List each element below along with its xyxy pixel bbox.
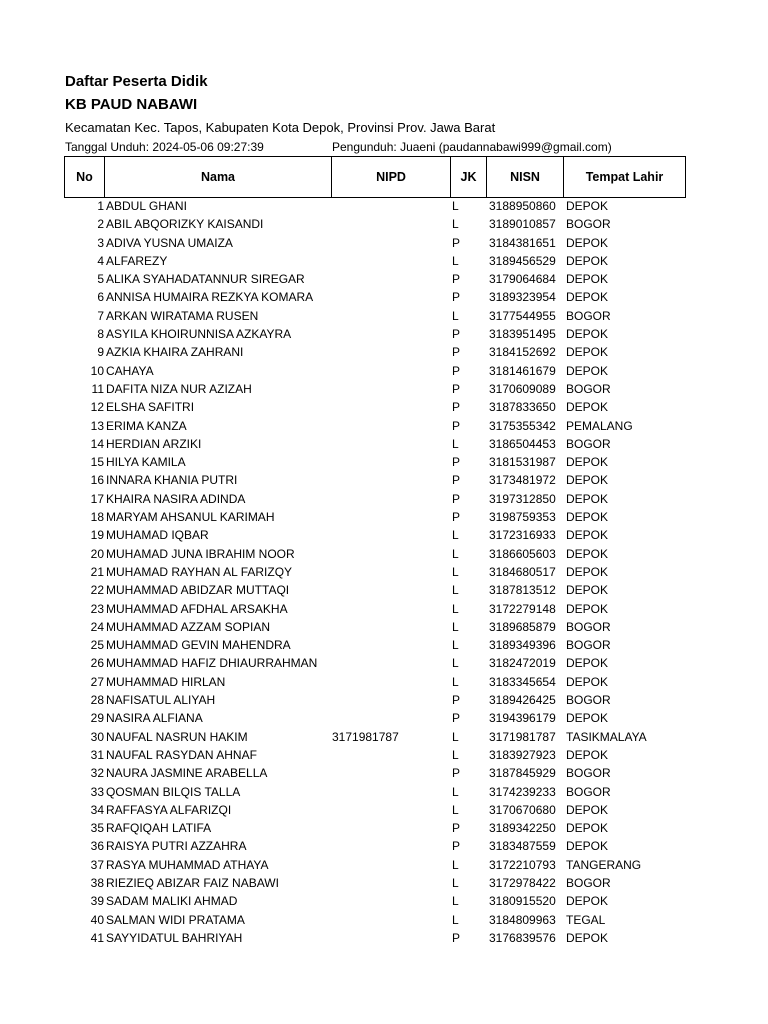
table-row (0, 398, 768, 416)
cell-nama: RIEZIEQ ABIZAR FAIZ NABAWI (106, 875, 279, 890)
cell-nisn: 3184680517 (489, 564, 556, 579)
cell-nama: KHAIRA NASIRA ADINDA (106, 491, 246, 506)
cell-jk: P (452, 693, 461, 708)
cell-tempat-lahir: DEPOK (566, 455, 609, 470)
cell-tempat-lahir: DEPOK (566, 528, 609, 543)
header-nama: Nama (105, 157, 332, 198)
cell-nama: ANNISA HUMAIRA REZKYA KOMARA (106, 290, 314, 305)
cell-tempat-lahir: TASIKMALAYA (566, 729, 647, 744)
cell-no: 8 (97, 327, 104, 342)
table-row (0, 307, 768, 325)
cell-jk: L (452, 308, 459, 323)
cell-nisn: 3170609089 (489, 381, 556, 396)
cell-tempat-lahir: DEPOK (566, 272, 609, 287)
cell-tempat-lahir: BOGOR (566, 766, 611, 781)
cell-nisn: 3180915520 (489, 894, 556, 909)
cell-no: 24 (90, 619, 104, 634)
cell-tempat-lahir: DEPOK (566, 491, 609, 506)
cell-jk: L (452, 217, 459, 232)
cell-nisn: 3188950860 (489, 199, 556, 213)
cell-tempat-lahir: DEPOK (566, 821, 609, 836)
cell-no: 13 (90, 418, 104, 433)
cell-nisn: 3176839576 (489, 930, 556, 945)
cell-nama: MUHAMAD RAYHAN AL FARIZQY (106, 564, 293, 579)
cell-tempat-lahir: DEPOK (566, 235, 609, 250)
cell-no: 15 (90, 455, 104, 470)
cell-nama: DAFITA NIZA NUR AZIZAH (106, 381, 252, 396)
cell-jk: P (452, 400, 461, 415)
cell-tempat-lahir: DEPOK (566, 290, 609, 305)
cell-jk: L (452, 619, 459, 634)
cell-tempat-lahir: BOGOR (566, 308, 611, 323)
cell-nisn: 3198759353 (489, 510, 556, 525)
cell-tempat-lahir: DEPOK (566, 564, 609, 579)
cell-no: 11 (91, 381, 104, 396)
header-nisn: NISN (487, 157, 564, 198)
cell-jk: L (452, 528, 459, 543)
cell-no: 16 (90, 473, 104, 488)
cell-nama: ABIL ABQORIZKY KAISANDI (106, 217, 264, 232)
cell-nama: MARYAM AHSANUL KARIMAH (106, 510, 275, 525)
cell-nama: MUHAMMAD AZZAM SOPIAN (106, 619, 271, 634)
table-row (0, 325, 768, 343)
table-row (0, 837, 768, 855)
cell-nisn: 3183927923 (489, 747, 556, 762)
cell-jk: L (452, 656, 459, 671)
cell-jk: P (452, 473, 461, 488)
cell-no: 25 (90, 638, 104, 653)
cell-tempat-lahir: DEPOK (566, 656, 609, 671)
cell-no: 41 (90, 930, 104, 945)
cell-tempat-lahir: DEPOK (566, 510, 609, 525)
cell-nama: RASYA MUHAMMAD ATHAYA (106, 857, 269, 872)
student-list (0, 197, 768, 947)
cell-no: 30 (90, 729, 104, 744)
cell-tempat-lahir: DEPOK (566, 802, 609, 817)
table-row (0, 874, 768, 892)
table-row (0, 362, 768, 380)
cell-nisn: 3175355342 (489, 418, 556, 433)
cell-jk: L (452, 583, 459, 598)
cell-no: 20 (90, 546, 104, 561)
cell-nama: QOSMAN BILQIS TALLA (106, 784, 241, 799)
cell-nama: AZKIA KHAIRA ZAHRANI (106, 345, 244, 360)
cell-tempat-lahir: DEPOK (566, 894, 609, 909)
cell-nisn: 3189342250 (489, 821, 556, 836)
table-row (0, 581, 768, 599)
cell-nama: MUHAMMAD GEVIN MAHENDRA (106, 638, 291, 653)
table-row (0, 270, 768, 288)
school-name: KB PAUD NABAWI (65, 96, 198, 113)
cell-tempat-lahir: DEPOK (566, 199, 609, 213)
cell-tempat-lahir: BOGOR (566, 875, 611, 890)
cell-nama: SADAM MALIKI AHMAD (106, 894, 238, 909)
cell-jk: L (452, 564, 459, 579)
table-row (0, 417, 768, 435)
table-row (0, 563, 768, 581)
cell-no: 38 (90, 875, 104, 890)
cell-jk: L (452, 601, 459, 616)
header-tempat-lahir: Tempat Lahir (564, 157, 686, 198)
cell-nisn: 3179064684 (489, 272, 556, 287)
cell-nisn: 3194396179 (489, 711, 556, 726)
cell-nama: ALFAREZY (106, 253, 168, 268)
cell-tempat-lahir: DEPOK (566, 473, 609, 488)
cell-jk: L (452, 638, 459, 653)
cell-nama: SAYYIDATUL BAHRIYAH (106, 930, 243, 945)
cell-nisn: 3189349396 (489, 638, 556, 653)
cell-tempat-lahir: DEPOK (566, 345, 609, 360)
table-row (0, 929, 768, 947)
cell-no: 26 (90, 656, 104, 671)
cell-nama: CAHAYA (106, 363, 154, 378)
cell-no: 1 (97, 199, 104, 213)
table-row (0, 288, 768, 306)
cell-tempat-lahir: BOGOR (566, 381, 611, 396)
table-row (0, 618, 768, 636)
table-row (0, 764, 768, 782)
cell-no: 39 (90, 894, 104, 909)
cell-nama: ELSHA SAFITRI (106, 400, 195, 415)
cell-jk: P (452, 711, 461, 726)
cell-no: 17 (90, 491, 104, 506)
cell-tempat-lahir: BOGOR (566, 619, 611, 634)
cell-nisn: 3186504453 (489, 436, 556, 451)
cell-nama: NASIRA ALFIANA (106, 711, 203, 726)
cell-no: 22 (90, 583, 104, 598)
cell-nisn: 3183487559 (489, 839, 556, 854)
cell-nisn: 3187833650 (489, 400, 556, 415)
cell-nisn: 3189685879 (489, 619, 556, 634)
cell-jk: P (452, 455, 461, 470)
table-row (0, 856, 768, 874)
cell-tempat-lahir: BOGOR (566, 784, 611, 799)
cell-tempat-lahir: DEPOK (566, 327, 609, 342)
download-date: Tanggal Unduh: 2024-05-06 09:27:39 (65, 140, 264, 154)
cell-tempat-lahir: TEGAL (566, 912, 606, 927)
cell-nisn: 3183345654 (489, 674, 556, 689)
cell-nisn: 3189426425 (489, 693, 556, 708)
table-row (0, 343, 768, 361)
cell-nisn: 3170670680 (489, 802, 556, 817)
cell-jk: P (452, 510, 461, 525)
cell-jk: L (452, 253, 459, 268)
cell-no: 21 (90, 564, 104, 579)
cell-jk: P (452, 345, 461, 360)
table-row (0, 636, 768, 654)
cell-jk: L (452, 436, 459, 451)
cell-tempat-lahir: DEPOK (566, 400, 609, 415)
cell-nama: MUHAMMAD HAFIZ DHIAURRAHMAN (106, 656, 318, 671)
cell-tempat-lahir: DEPOK (566, 253, 609, 268)
cell-nisn: 3172316933 (489, 528, 556, 543)
cell-tempat-lahir: DEPOK (566, 363, 609, 378)
cell-nama: ASYILA KHOIRUNNISA AZKAYRA (106, 327, 292, 342)
document-title: Daftar Peserta Didik (65, 73, 208, 90)
table-row (0, 783, 768, 801)
cell-nama: RAFFASYA ALFARIZQI (106, 802, 232, 817)
cell-jk: L (452, 894, 459, 909)
cell-nama: MUHAMMAD AFDHAL ARSAKHA (106, 601, 288, 616)
cell-tempat-lahir: DEPOK (566, 601, 609, 616)
cell-no: 19 (90, 528, 104, 543)
cell-tempat-lahir: DEPOK (566, 711, 609, 726)
table-row (0, 654, 768, 672)
cell-nisn: 3187845929 (489, 766, 556, 781)
cell-no: 10 (90, 363, 104, 378)
table-header (64, 156, 686, 198)
cell-jk: L (452, 674, 459, 689)
table-row (0, 197, 768, 215)
table-row (0, 453, 768, 471)
table-row (0, 234, 768, 252)
cell-tempat-lahir: DEPOK (566, 747, 609, 762)
cell-nisn: 3181531987 (489, 455, 556, 470)
table-row (0, 819, 768, 837)
cell-no: 18 (90, 510, 104, 525)
cell-jk: P (452, 821, 461, 836)
cell-no: 12 (90, 400, 104, 415)
table-row (0, 600, 768, 618)
cell-no: 35 (90, 821, 104, 836)
cell-nisn: 3184809963 (489, 912, 556, 927)
cell-nama: HILYA KAMILA (106, 455, 186, 470)
cell-nisn: 3172279148 (489, 601, 556, 616)
table-row (0, 435, 768, 453)
cell-jk: L (452, 912, 459, 927)
cell-no: 32 (90, 766, 104, 781)
cell-nisn: 3197312850 (489, 491, 556, 506)
cell-tempat-lahir: DEPOK (566, 583, 609, 598)
cell-tempat-lahir: DEPOK (566, 546, 609, 561)
table-row (0, 892, 768, 910)
cell-nisn: 3184381651 (489, 235, 556, 250)
cell-jk: P (452, 235, 461, 250)
cell-nama: NAFISATUL ALIYAH (106, 693, 216, 708)
cell-nisn: 3182472019 (489, 656, 556, 671)
cell-nama: INNARA KHANIA PUTRI (106, 473, 238, 488)
cell-tempat-lahir: DEPOK (566, 930, 609, 945)
cell-no: 3 (97, 235, 104, 250)
table-row (0, 545, 768, 563)
table-row (0, 911, 768, 929)
cell-nama: RAISYA PUTRI AZZAHRA (106, 839, 247, 854)
cell-jk: P (452, 930, 461, 945)
cell-no: 27 (90, 674, 104, 689)
cell-jk: P (452, 491, 461, 506)
cell-jk: P (452, 839, 461, 854)
cell-jk: L (452, 199, 459, 213)
downloader-info: Pengunduh: Juaeni (paudannabawi999@gmail.com) (332, 140, 612, 154)
cell-nama: ERIMA KANZA (106, 418, 187, 433)
cell-jk: L (452, 546, 459, 561)
cell-nisn: 3171981787 (489, 729, 556, 744)
cell-jk: P (452, 418, 461, 433)
cell-nisn: 3186605603 (489, 546, 556, 561)
cell-jk: L (452, 784, 459, 799)
cell-no: 23 (90, 601, 104, 616)
cell-no: 34 (90, 802, 104, 817)
table-row (0, 728, 768, 746)
cell-nama: ALIKA SYAHADATANNUR SIREGAR (106, 272, 305, 287)
cell-nama: ADIVA YUSNA UMAIZA (106, 235, 233, 250)
table-row (0, 490, 768, 508)
table-row (0, 252, 768, 270)
header-nipd: NIPD (332, 157, 451, 198)
cell-nisn: 3189010857 (489, 217, 556, 232)
cell-nama: NAURA JASMINE ARABELLA (106, 766, 268, 781)
cell-nisn: 3189456529 (489, 253, 556, 268)
cell-nipd: 3171981787 (332, 729, 399, 744)
table-row (0, 801, 768, 819)
location-line: Kecamatan Kec. Tapos, Kabupaten Kota Depok, Provinsi Prov. Jawa Barat (65, 120, 496, 135)
cell-nisn: 3172210793 (489, 857, 556, 872)
cell-nama: MUHAMAD JUNA IBRAHIM NOOR (106, 546, 295, 561)
table-row (0, 471, 768, 489)
table-row (0, 691, 768, 709)
table-row (0, 215, 768, 233)
cell-tempat-lahir: DEPOK (566, 674, 609, 689)
cell-jk: P (452, 766, 461, 781)
cell-nama: ARKAN WIRATAMA RUSEN (106, 308, 259, 323)
cell-jk: P (452, 381, 461, 396)
cell-nama: ABDUL GHANI (106, 199, 187, 213)
table-row (0, 746, 768, 764)
cell-no: 4 (97, 253, 104, 268)
cell-nama: NAUFAL NASRUN HAKIM (106, 729, 248, 744)
cell-jk: L (452, 802, 459, 817)
cell-nisn: 3177544955 (489, 308, 556, 323)
cell-nama: MUHAMAD IQBAR (106, 528, 209, 543)
cell-nama: RAFQIQAH LATIFA (106, 821, 212, 836)
cell-tempat-lahir: DEPOK (566, 839, 609, 854)
cell-nisn: 3187813512 (489, 583, 556, 598)
cell-jk: P (452, 363, 461, 378)
cell-jk: P (452, 272, 461, 287)
cell-tempat-lahir: BOGOR (566, 436, 611, 451)
header-jk: JK (451, 157, 487, 198)
cell-no: 29 (90, 711, 104, 726)
table-row (0, 380, 768, 398)
cell-nisn: 3174239233 (489, 784, 556, 799)
cell-no: 9 (97, 345, 104, 360)
cell-jk: L (452, 747, 459, 762)
cell-nama: NAUFAL RASYDAN AHNAF (106, 747, 257, 762)
cell-nama: MUHAMMAD ABIDZAR MUTTAQI (106, 583, 290, 598)
cell-nisn: 3172978422 (489, 875, 556, 890)
cell-nisn: 3184152692 (489, 345, 556, 360)
cell-no: 31 (90, 747, 104, 762)
cell-tempat-lahir: BOGOR (566, 638, 611, 653)
cell-tempat-lahir: TANGERANG (566, 857, 642, 872)
cell-tempat-lahir: PEMALANG (566, 418, 633, 433)
cell-jk: L (452, 729, 459, 744)
cell-no: 36 (90, 839, 104, 854)
cell-jk: P (452, 290, 461, 305)
cell-jk: L (452, 875, 459, 890)
table-row (0, 508, 768, 526)
cell-no: 7 (97, 308, 104, 323)
table-row (0, 526, 768, 544)
cell-no: 37 (90, 857, 104, 872)
header-no: No (65, 157, 105, 198)
cell-no: 5 (97, 272, 104, 287)
cell-no: 40 (90, 912, 104, 927)
cell-jk: L (452, 857, 459, 872)
table-row (0, 709, 768, 727)
cell-nama: SALMAN WIDI PRATAMA (106, 912, 245, 927)
cell-nisn: 3181461679 (489, 363, 556, 378)
cell-nisn: 3189323954 (489, 290, 556, 305)
cell-nama: HERDIAN ARZIKI (106, 436, 202, 451)
cell-no: 33 (90, 784, 104, 799)
cell-nama: MUHAMMAD HIRLAN (106, 674, 226, 689)
cell-tempat-lahir: BOGOR (566, 693, 611, 708)
cell-no: 2 (97, 217, 104, 232)
header-row (65, 157, 686, 198)
cell-no: 14 (90, 436, 104, 451)
table-row (0, 673, 768, 691)
cell-no: 28 (90, 693, 104, 708)
cell-tempat-lahir: BOGOR (566, 217, 611, 232)
cell-nisn: 3183951495 (489, 327, 556, 342)
cell-no: 6 (97, 290, 104, 305)
cell-nisn: 3173481972 (489, 473, 556, 488)
cell-jk: P (452, 327, 461, 342)
